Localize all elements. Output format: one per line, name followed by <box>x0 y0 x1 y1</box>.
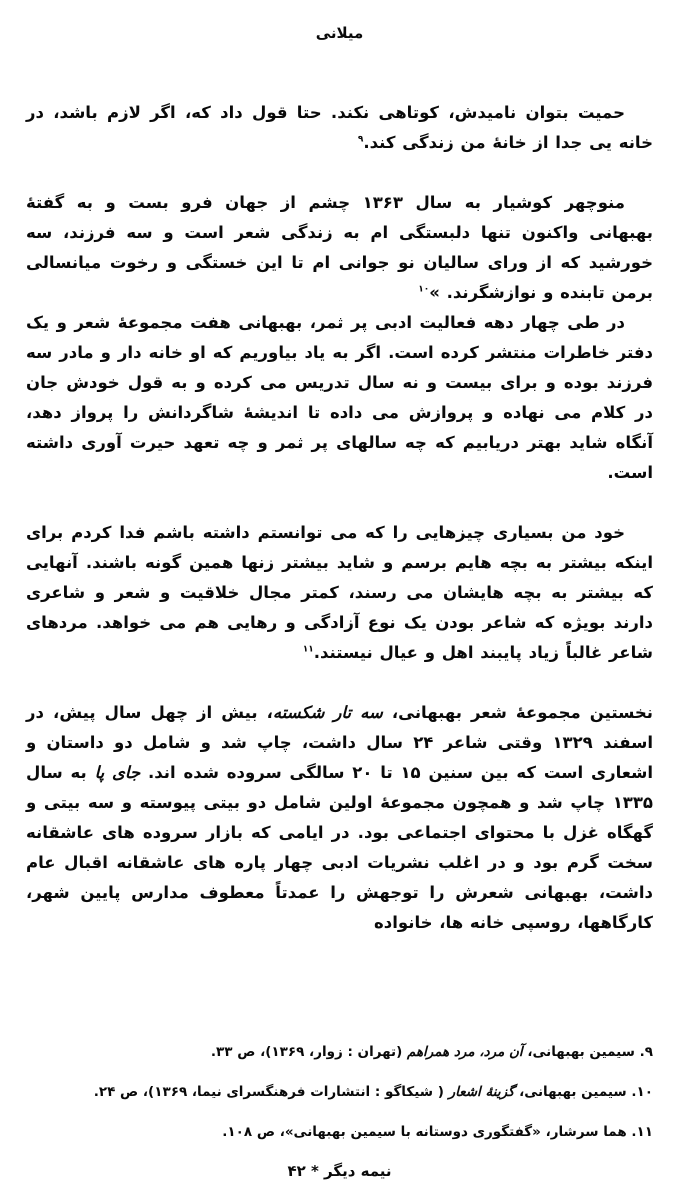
text-run: ۹. سیمین بهبهانی، <box>522 1044 653 1060</box>
text-run: ، بیش از چهل سال پیش، در اسفند ۱۳۲۹ وقتی شاعر ۲۴ سال داشت، چاپ شد و شامل دو داستان و اشعاری است که بین سنین ۱۵ تا ۲۰ سالگی سروده شده اند. <box>26 703 653 782</box>
footnote-11 <box>26 1122 653 1142</box>
footnote-marker: ۱۰ <box>418 284 430 295</box>
text-run: در طی چهار دهه فعالیت ادبی پر ثمر، بهبهانی هفت مجموعهٔ شعر و یک دفتر خاطرات منتشر کرده است. اگر به یاد بیاوریم که او خانه دار و مادر سه فرزند بوده و برای بیست و نه سال تدریس می کرده و به قول خودش جان در کلام می نهاده و پروازش می داده تا اندیشهٔ شاگردانش را پرواز دهد، آنگاه شاید بهتر دریابیم که چه سالهای پر ثمر و چه تعهد حیرت آوری داشته است. <box>26 313 653 482</box>
book-title: گزینهٔ اشعار <box>448 1084 515 1100</box>
book-title: آن مرد، مرد همراهم <box>406 1044 523 1060</box>
paragraph-3 <box>26 308 653 488</box>
text-run: منوچهر کوشیار به سال ۱۳۶۳ چشم از جهان فرو بست و به گفتهٔ بهبهانی واکنون تنها دلبستگی ام به زندگی شعر است و سه فرزند، سه خورشید که از ورای سالیان نو جوانی ام تا این خستگی و رخوت میانسالی برمن تابنده و نوازشگرند. » <box>26 193 653 302</box>
text-run: به سال ۱۳۳۵ چاپ شد و همچون مجموعهٔ اولین شامل دو بیتی پیوسته و سه بیتی و گهگاه غزل با محتوای اجتماعی بود. در ایامی که بازار سروده های عاشقانه سخت گرم بود و در اغلب نشریات ادبی چهار پاره های عاشقانه اقبال عام داشت، بهبهانی شعرش را توجهش را عمدتاً معطوف مدارس پایین شهر، کارگاهها، روسپی خانه ها، خانواده <box>26 763 653 932</box>
paragraph-2 <box>26 188 653 308</box>
running-header-author: میلانی <box>315 24 364 42</box>
text-run: ۱۱. هما سرشار، «گفتگوری دوستانه با سیمین بهبهانی»، ص ۱۰۸. <box>222 1124 653 1140</box>
paragraph-4 <box>26 518 653 668</box>
text-run: (تهران : زوار، ۱۳۶۹)، ص ۳۳. <box>210 1044 407 1060</box>
text-run: نخستین مجموعهٔ شعر بهبهانی، <box>382 703 653 722</box>
footnote-10 <box>26 1082 653 1102</box>
text-run: ( شیکاگو : انتشارات فرهنگسرای نیما، ۱۳۶۹)، ص ۲۴. <box>93 1084 449 1100</box>
text-run: خود من بسیاری چیزهایی را که می توانستم داشته باشم فدا کردم برای اینکه بیشتر به بچه هایم برسم و شاید بیشتر زنها همین گونه باشند. آنهایی که بیشتر به بچه هایشان می رسند، کمتر مجال خلاقیت و شعر و شاعری دارند بویژه که شاعر بودن یک نوع آزادگی و رهایی هم می خواهد. مردهای شاعر غالباً زیاد پایبند اهل و عیال نیستند. <box>26 523 653 662</box>
footnotes-section <box>26 1042 653 1162</box>
book-title: جای پا <box>94 763 141 782</box>
text-run: حمیت بتوان نامیدش، کوتاهی نکند. حتا قول داد که، اگر لازم باشد، در خانه یی جدا از خانهٔ من زندگی کند. <box>26 103 653 152</box>
footnote-9 <box>26 1042 653 1062</box>
paragraph-1 <box>26 98 653 158</box>
footnote-marker: ۱۱ <box>302 644 314 655</box>
paragraph-5 <box>26 698 653 938</box>
body-text <box>26 98 653 938</box>
text-run: ۱۰. سیمین بهبهانی، <box>514 1084 653 1100</box>
journal-title-page-number: نیمه دیگر * ۴۲ <box>287 1162 392 1180</box>
footnote-marker: ۹ <box>357 134 364 145</box>
book-title: سه تار شکسته <box>272 703 383 722</box>
